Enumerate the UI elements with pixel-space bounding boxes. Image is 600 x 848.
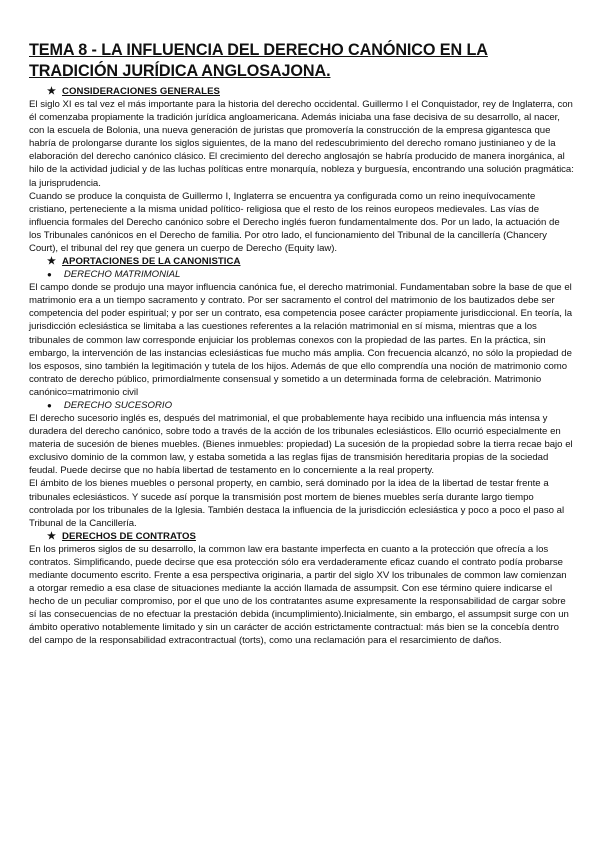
section-heading-consideraciones [29,85,574,98]
paragraph: El siglo XI es tal vez el más importante para la historia del derecho occidental. Guillermo I el Conquistador, rey de Inglaterra, con él comenzaba propiamente la tradición jurídica angloamericana. Además iniciaba una fase decisiva de su desarrollo, al nacer, con la escuela de Bolonia, una nueva generación de juristas que promovería la construcción de la empresa gigantesca que habría de prolongarse durante los siglos siguientes, de la mano del redescubrimiento del derecho romano justinianeo y de la elaboración del derecho canónico clásico. El crecimiento del derecho anglosajón se habría producido de manera inorgánica, al hilo de la actividad judicial y de las luchas políticas entre monarquía, nobleza y burguesía, encontrando una solución pragmática: la jurisprudencia. [29,99,574,189]
paragraph: El derecho sucesorio inglés es, después del matrimonial, el que probablemente haya recibido una influencia más intensa y duradera del derecho canónico, sobre todo a través de la acción de los tribunales eclesiásticos. Ello ocurrió especialmente en materia de sucesión de bienes muebles. (Bienes inmuebles: propiedad) La sucesión de la propiedad sobre la tierra recae bajo el exclusivo dominio de la common law, y estaba sometida a las reglas fijas de transmisión hereditaria propias de la sociedad feudal. Puede decirse que no había libertad de testamento en lo concerniente a la real property. [29,412,573,477]
star-bullet-icon: ★ [47,530,57,542]
star-bullet-icon: ★ [47,86,57,97]
paragraph: El ámbito de los bienes muebles o personal property, en cambio, será dominado por la idea de la libertad de testar frente a tribunales eclesiásticos. Y sucede así porque la transmisión post mortem de bienes muebles sería durante largo tiempo controlada por los tribunales de la Iglesia. También destaca la influencia de la jurisdicción eclesiástica y poco a poco el paso al Tribunal de la Cancillería. [29,478,565,529]
paragraph: Cuando se produce la conquista de Guillermo I, Inglaterra se encuentra ya configurada como un reino inequívocamente cristiano, perteneciente a la misma unidad político- religiosa que el resto de los reinos europeos medievales. Las vías de influencia formales del Derecho canónico sobre el Derecho inglés fueron fundamentalmente dos. Por un lado, la actuación de los Tribunales canónicos en el Derecho de familia. Por otro lado, el funcionamiento del Tribunal de la cancillería (Chancery Court), el tribunal del rey que genera un cuerpo de Derecho (Equity law). [29,190,560,255]
paragraph: El campo donde se produjo una mayor influencia canónica fue, el derecho matrimonial. Fundamentaban sobre la base de que el matrimonio era a un tiempo sacramento y contrato. Por ser sacramento el control del matrimonio de los bautizados debe ser competencia del poder espiritual; y por ser un contrato, esa competencia posee carácter propiamente jurisdiccional. En teoría, la jurisdicción eclesiástica se limitaba a las cuestiones referentes a la relación matrimonial en sí misma, mientras que a los tribunales de common law corresponde enjuiciar los problemas conexos con la propiedad de las partes. En la práctica, sin embargo, la intervención de las instancias eclesiásticas fue mucho más amplia. Con frecuencia alcanzó, no sólo la propiedad de los esposos, sino también la legitimación y tutela de los hijos. Además de que ello comprendía una noción de matrimonio como contrato de derecho público, primordialmente consensual y sometido a un determinada forma de celebración. Matrimonio canónico=matrimonio civil [29,282,573,398]
section-heading-contratos [29,530,574,543]
subsection-heading-text: DERECHO MATRIMONIAL [63,269,181,281]
document-title: TEMA 8 - LA INFLUENCIA DEL DERECHO CANÓNICO EN LA TRADICIÓN JURÍDICA ANGLOSAJONA. [29,41,488,80]
section-heading-text: CONSIDERACIONES GENERALES [62,86,220,97]
section-heading-aportaciones [29,255,574,268]
paragraph: En los primeros siglos de su desarrollo, la common law era bastante imperfecta en cuanto a la protección que ofrecía a los contratos. Simplificando, puede decirse que esa protección sólo era verdaderamente eficaz cuando el contrato podía probarse mediante documento escrito. Frente a esa perspectiva originaria, a partir del siglo XV los tribunales de common law comienzan a otorgar remedio a esa clase de situaciones mediante la acción llamada de assumpsit. Con ese término quiere indicarse el hecho de un peculiar compromiso, por el que uno de los contratantes asume expresamente la responsabilidad de cargar sobre sí las consecuencias de no efectuar la prestación debida (incumplimiento).Inicialmente, sin embargo, el assumpsit surge con un ámbito operativo notablemente limitado y sin un carácter de acción estrictamente contractual: más bien se la concebía dentro del campo de la responsabilidad extracontractual (torts), como una reclamación para el resarcimiento de daños. [29,543,569,647]
subsection-heading-matrimonial [29,268,574,281]
subsection-heading-sucesorio [29,399,574,412]
bullet-dot-icon: ● [47,400,52,410]
section-heading-text: APORTACIONES DE LA CANONISTICA [62,256,241,268]
bullet-dot-icon: ● [47,270,52,280]
star-bullet-icon: ★ [47,256,57,268]
subsection-heading-text: DERECHO SUCESORIO [63,399,173,411]
section-heading-text: DERECHOS DE CONTRATOS [62,530,196,542]
